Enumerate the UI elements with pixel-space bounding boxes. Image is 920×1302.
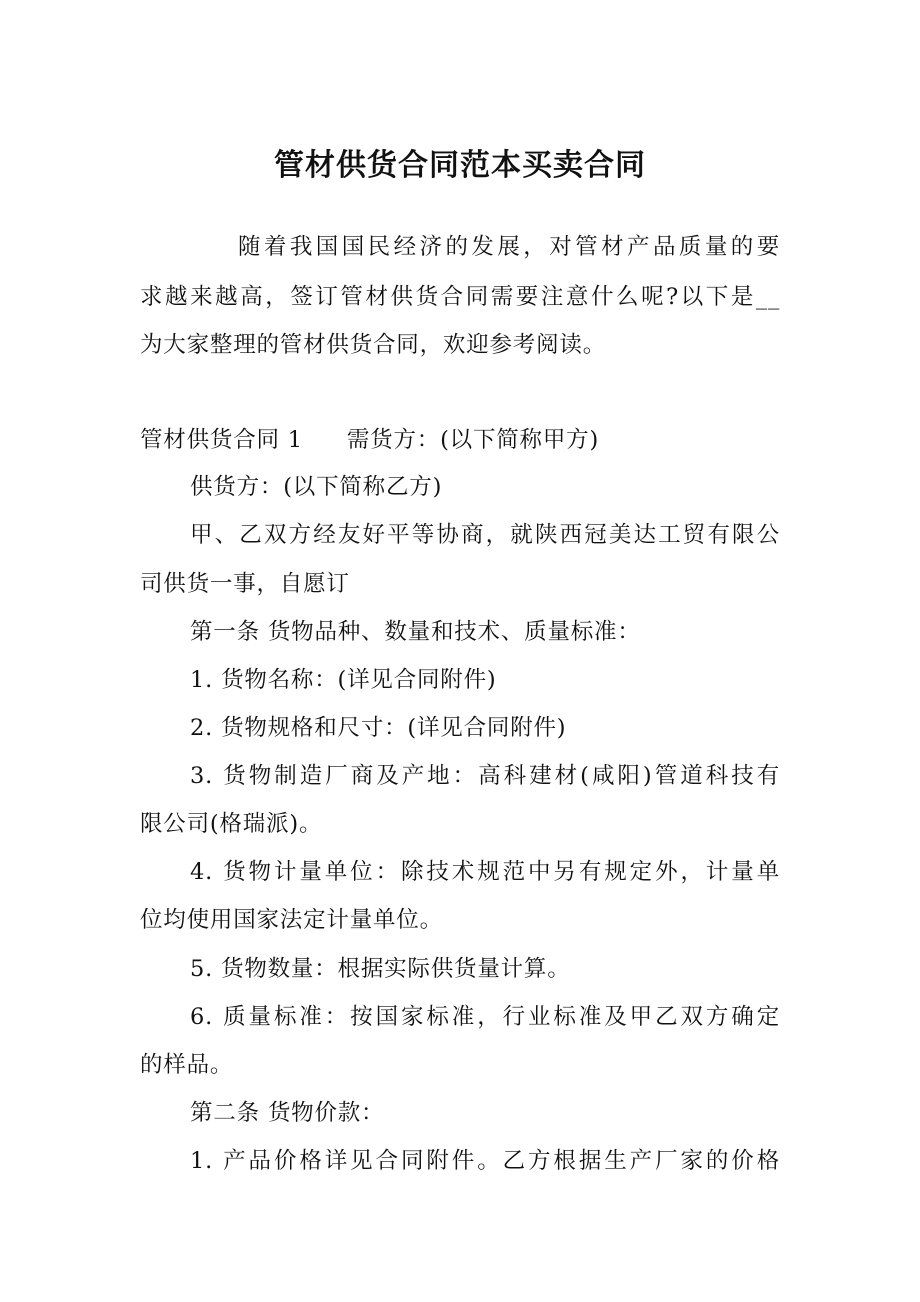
intro-line-2: 求越来越高，签订管材供货合同需要注意什么呢?以下是__	[140, 284, 780, 310]
article1-item-1: 1. 货物名称：(详见合同附件)	[190, 667, 497, 693]
article1-item-2: 2. 货物规格和尺寸：(详见合同附件)	[190, 715, 567, 741]
intro-line-1: 随着我国国民经济的发展，对管材产品质量的要	[238, 234, 780, 260]
preamble-line-2: 司供货一事，自愿订	[140, 571, 350, 597]
article1-item-4-line-2: 位均使用国家法定计量单位。	[140, 907, 443, 933]
contract-heading: 管材供货合同 1	[140, 427, 303, 453]
article1-item-3-line-1: 3. 货物制造厂商及产地：高科建材(咸阳)管道科技有	[190, 763, 780, 789]
article1-heading: 第一条 货物品种、数量和技术、质量标准：	[190, 619, 641, 645]
article1-item-6-line-2: 的样品。	[140, 1052, 234, 1078]
contract-heading-line	[140, 424, 599, 456]
document-title: 管材供货合同范本买卖合同	[274, 148, 646, 183]
supplier-label: 供货方：(以下简称乙方)	[190, 474, 443, 500]
article2-heading: 第二条 货物价款：	[190, 1100, 385, 1126]
article1-item-3-line-2: 限公司(格瑞派)。	[140, 811, 323, 837]
article1-item-5: 5. 货物数量：根据实际供货量计算。	[190, 956, 571, 982]
buyer-label: 需货方：(以下简称甲方)	[346, 427, 600, 453]
article1-item-4-line-1: 4. 货物计量单位：除技术规范中另有规定外，计量单	[190, 859, 780, 885]
preamble-line-1: 甲、乙双方经友好平等协商，就陕西冠美达工贸有限公	[190, 522, 780, 548]
article2-item-1-line-1: 1. 产品价格详见合同附件。乙方根据生产厂家的价格	[190, 1148, 780, 1174]
intro-line-3: 为大家整理的管材供货合同，欢迎参考阅读。	[140, 332, 607, 358]
article1-item-6-line-1: 6. 质量标准：按国家标准，行业标准及甲乙双方确定	[190, 1004, 780, 1030]
